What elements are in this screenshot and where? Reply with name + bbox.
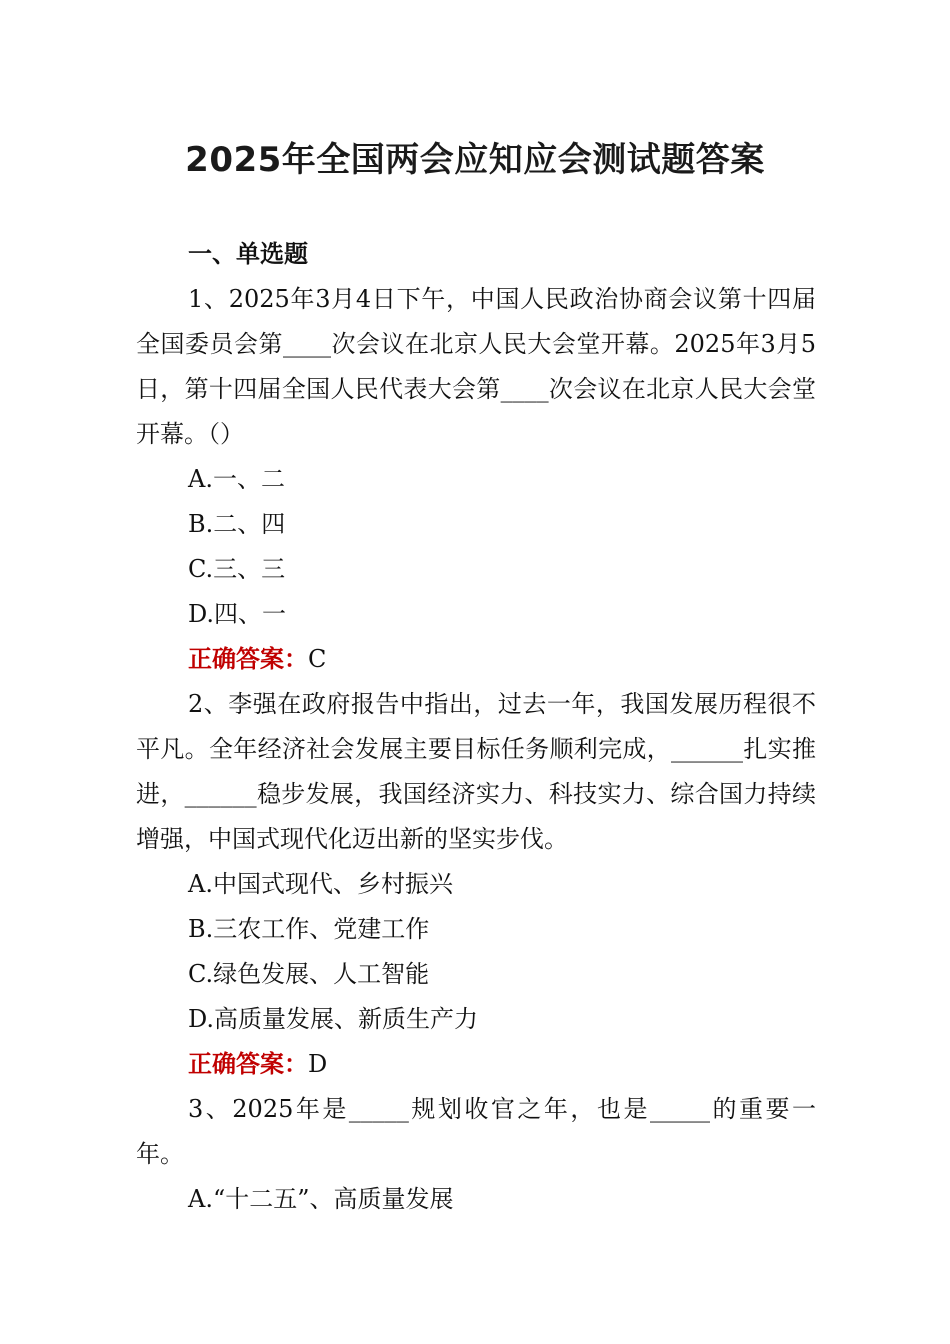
question-2-option-b: B.三农工作、党建工作 xyxy=(188,915,430,943)
answer-label: 正确答案： xyxy=(188,645,308,673)
question-2-answer-value: D xyxy=(308,1050,328,1078)
question-1-option-c: C.三、三 xyxy=(188,555,286,583)
answer-label: 正确答案： xyxy=(188,1050,308,1078)
question-1-answer-value: C xyxy=(308,645,327,673)
question-3-text: 3、2025年是_____规划收官之年，也是_____的重要一年。 xyxy=(136,1095,816,1168)
section-heading: 一、单选题 xyxy=(188,240,308,268)
question-2-option-d: D.高质量发展、新质生产力 xyxy=(188,1005,479,1033)
question-2-answer xyxy=(136,1042,816,1087)
question-2-option-c: C.绿色发展、人工智能 xyxy=(188,960,430,988)
document-body xyxy=(136,232,816,1222)
question-1-option-b: B.二、四 xyxy=(188,510,286,538)
question-2-option-a: A.中国式现代、乡村振兴 xyxy=(188,870,453,898)
document-title: 2025年全国两会应知应会测试题答案 xyxy=(185,140,765,180)
question-2-text: 2、李强在政府报告中指出，过去一年，我国发展历程很不平凡。全年经济社会发展主要目标任务顺利完成，______扎实推进，______稳步发展，我国经济实力、科技实力、综合国力持续增强，中国式现代化迈出新的坚实步伐。 xyxy=(136,690,816,853)
question-1-answer xyxy=(136,637,816,682)
question-1-text: 1、2025年3月4日下午，中国人民政治协商会议第十四届全国委员会第____次会议在北京人民大会堂开幕。2025年3月5日，第十四届全国人民代表大会第____次会议在北京人民大会堂开幕。（） xyxy=(136,285,816,448)
question-3-option-a: A.“十二五”、高质量发展 xyxy=(188,1185,454,1213)
question-1-option-a: A.一、二 xyxy=(188,465,285,493)
question-1-option-d: D.四、一 xyxy=(188,600,287,628)
